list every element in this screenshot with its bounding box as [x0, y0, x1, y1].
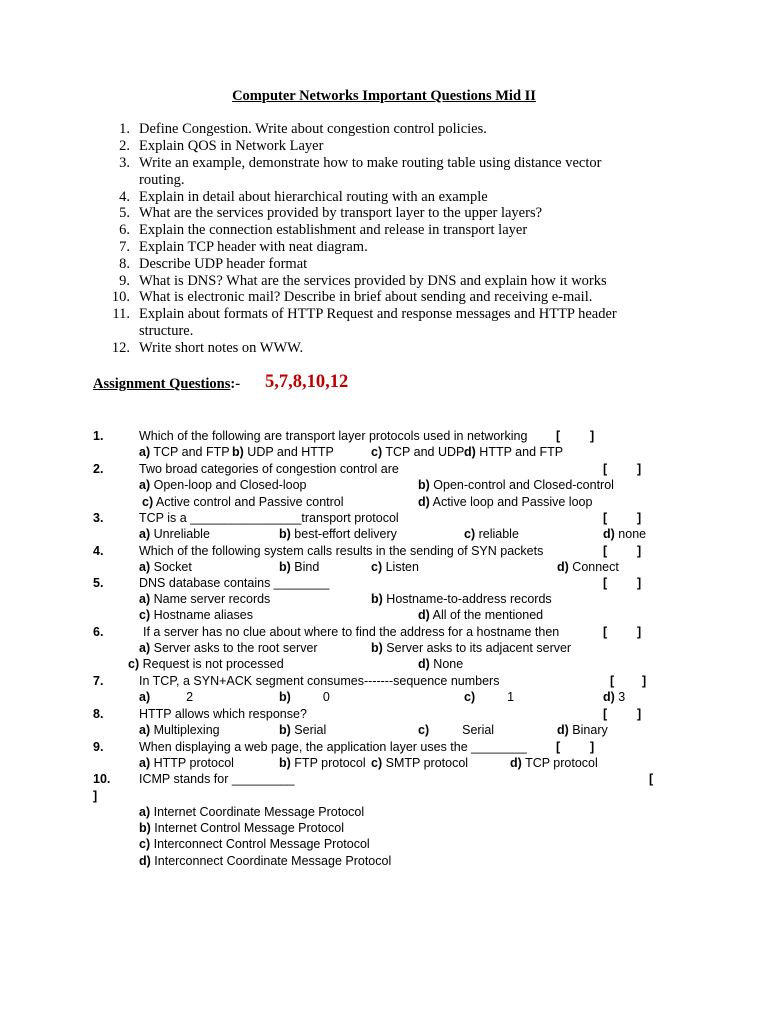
mcq-option: c) SMTP protocol	[371, 756, 469, 770]
mcq-option: c) Request is not processed	[128, 657, 284, 671]
mcq-option: a) 2	[139, 690, 194, 704]
mcq-option: b) Open-control and Closed-control	[418, 478, 614, 492]
mcq-number: 4.	[93, 544, 104, 558]
question-text: Explain the connection establishment and release in transport layer	[139, 222, 528, 238]
question-text: What is DNS? What are the services provided by DNS and explain how it works	[139, 273, 607, 289]
mcq-option: d) Binary	[557, 723, 608, 737]
mcq-option: a) Internet Coordinate Message Protocol	[139, 805, 365, 819]
mcq-option: d) 3	[603, 690, 626, 704]
question-text-continued: structure.	[139, 323, 194, 339]
mcq-option: c) 1	[464, 690, 515, 704]
mcq-option: b) best-effort delivery	[279, 527, 397, 541]
assignment-label: Assignment Questions	[93, 376, 231, 392]
assignment-numbers: 5,7,8,10,12	[265, 372, 349, 392]
mcq-number: 1.	[93, 429, 104, 443]
mcq-question: When displaying a web page, the application layer uses the ________	[139, 740, 527, 754]
mcq-number: 8.	[93, 707, 104, 721]
answer-bracket-open: [	[556, 429, 561, 443]
mcq-question: Which of the following system calls results in the sending of SYN packets	[139, 544, 544, 558]
mcq-option: d) none	[603, 527, 647, 541]
mcq-number: 7.	[93, 674, 104, 688]
question-number: 6.	[119, 222, 130, 238]
question-text: Describe UDP header format	[139, 256, 308, 272]
question-text: Explain about formats of HTTP Request and response messages and HTTP header	[139, 306, 617, 322]
mcq-option: a) Name server records	[139, 592, 271, 606]
question-number: 9.	[119, 273, 130, 289]
mcq-option: a) Unreliable	[139, 527, 210, 541]
mcq-number: 5.	[93, 576, 104, 590]
mcq-option: c) Hostname aliases	[139, 608, 253, 622]
mcq-option: b) Server asks to its adjacent server	[371, 641, 572, 655]
question-text: Explain QOS in Network Layer	[139, 138, 324, 154]
mcq-option: b) Internet Control Message Protocol	[139, 821, 344, 835]
answer-bracket-open: [	[603, 544, 608, 558]
mcq-option: d) Interconnect Coordinate Message Protocol	[139, 854, 392, 868]
mcq-option: c) reliable	[464, 527, 519, 541]
mcq-option: b) Serial	[279, 723, 327, 737]
mcq-option: a) Multiplexing	[139, 723, 220, 737]
question-number: 1.	[119, 121, 130, 137]
assignment-suffix: :-	[230, 376, 241, 392]
question-number: 11.	[112, 306, 130, 322]
question-text: What are the services provided by transport layer to the upper layers?	[139, 205, 543, 221]
mcq-option: d) Connect	[557, 560, 619, 574]
answer-bracket-close: ]	[590, 429, 595, 443]
question-text: Write an example, demonstrate how to make routing table using distance vector	[139, 155, 602, 171]
answer-bracket-close: ]	[642, 674, 647, 688]
answer-bracket-close: ]	[637, 544, 642, 558]
mcq-option: d) HTTP and FTP	[464, 445, 564, 459]
mcq-option: a) Open-loop and Closed-loop	[139, 478, 307, 492]
question-number: 12.	[111, 340, 130, 356]
question-text: Explain TCP header with neat diagram.	[139, 239, 368, 255]
mcq-option: b) FTP protocol	[279, 756, 366, 770]
assignment-heading	[93, 376, 240, 393]
mcq-question: Which of the following are transport layer protocols used in networking	[139, 429, 528, 443]
question-number: 8.	[119, 256, 130, 272]
question-number: 5.	[119, 205, 130, 221]
question-number: 10.	[111, 289, 130, 305]
mcq-number: 9.	[93, 740, 104, 754]
answer-bracket-open: [	[603, 511, 608, 525]
answer-bracket-close: ]	[93, 789, 98, 803]
mcq-number: 6.	[93, 625, 104, 639]
mcq-number: 10.	[93, 772, 111, 786]
answer-bracket-open: [	[649, 772, 654, 786]
mcq-option: b) 0	[279, 690, 330, 704]
mcq-question: TCP is a ________________transport protocol	[139, 511, 399, 525]
question-text-continued: routing.	[139, 172, 185, 188]
answer-bracket-open: [	[610, 674, 615, 688]
question-text: What is electronic mail? Describe in brief about sending and receiving e-mail.	[139, 289, 593, 305]
mcq-question: HTTP allows which response?	[139, 707, 307, 721]
page-title: Computer Networks Important Questions Mid II	[232, 88, 536, 104]
mcq-option: a) Socket	[139, 560, 192, 574]
mcq-question: In TCP, a SYN+ACK segment consumes-------sequence numbers	[139, 674, 500, 688]
mcq-option: b) UDP and HTTP	[232, 445, 334, 459]
question-number: 2.	[119, 138, 130, 154]
mcq-question: If a server has no clue about where to find the address for a hostname then	[143, 625, 560, 639]
mcq-option: a) TCP and FTP	[139, 445, 230, 459]
answer-bracket-close: ]	[637, 462, 642, 476]
answer-bracket-close: ]	[590, 740, 595, 754]
mcq-option: c) Active control and Passive control	[142, 495, 344, 509]
answer-bracket-close: ]	[637, 576, 642, 590]
mcq-question: DNS database contains ________	[139, 576, 330, 590]
mcq-option: c) TCP and UDP	[371, 445, 465, 459]
answer-bracket-open: [	[603, 707, 608, 721]
mcq-number: 2.	[93, 462, 104, 476]
question-text: Explain in detail about hierarchical routing with an example	[139, 189, 488, 205]
answer-bracket-open: [	[603, 625, 608, 639]
mcq-option: c) Serial	[418, 723, 495, 737]
mcq-number: 3.	[93, 511, 104, 525]
mcq-option: a) Server asks to the root server	[139, 641, 318, 655]
mcq-option: c) Listen	[371, 560, 419, 574]
answer-bracket-open: [	[556, 740, 561, 754]
answer-bracket-open: [	[603, 462, 608, 476]
mcq-option: a) HTTP protocol	[139, 756, 234, 770]
mcq-option: d) TCP protocol	[510, 756, 598, 770]
mcq-question: Two broad categories of congestion control are	[139, 462, 399, 476]
mcq-question: ICMP stands for _________	[139, 772, 295, 786]
mcq-option: b) Hostname-to-address records	[371, 592, 552, 606]
answer-bracket-close: ]	[637, 707, 642, 721]
answer-bracket-close: ]	[637, 625, 642, 639]
question-text: Write short notes on WWW.	[139, 340, 304, 356]
question-number: 4.	[119, 189, 130, 205]
mcq-option: b) Bind	[279, 560, 320, 574]
question-number: 3.	[119, 155, 130, 171]
mcq-option: d) Active loop and Passive loop	[418, 495, 593, 509]
mcq-option: d) All of the mentioned	[418, 608, 544, 622]
mcq-option: c) Interconnect Control Message Protocol	[139, 837, 370, 851]
answer-bracket-close: ]	[637, 511, 642, 525]
question-number: 7.	[119, 239, 130, 255]
question-text: Define Congestion. Write about congestion control policies.	[139, 121, 487, 137]
answer-bracket-open: [	[603, 576, 608, 590]
mcq-option: d) None	[418, 657, 464, 671]
